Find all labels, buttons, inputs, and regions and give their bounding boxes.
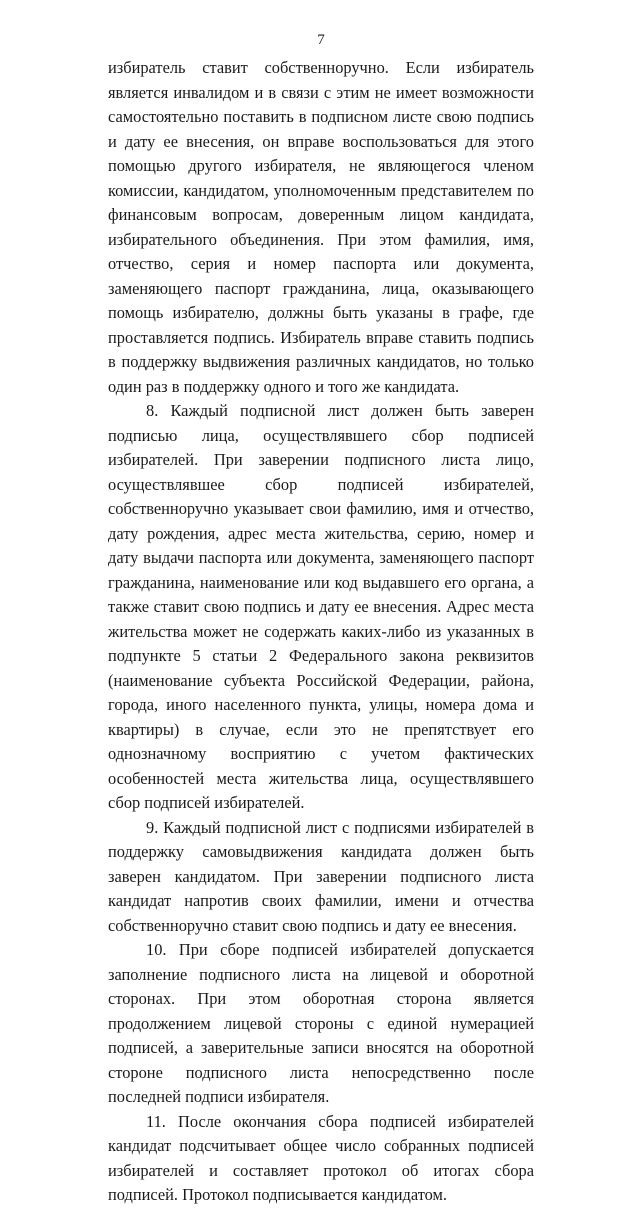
page-number: 7 [317,32,325,48]
paragraph-item-11: 11. После окончания сбора подписей избирателей кандидат подсчитывает общее число собранных подписей избирателей и составляет протокол об итогах сбора подписей. Протокол подписывается кандидатом. [108,1111,534,1204]
paragraph-continuation: избиратель ставит собственноручно. Если избиратель является инвалидом и в связи с этим не имеет возможности самостоятельно поставить в подписном листе свою подпись и дату ее внесения, он вправе воспользоваться для этого помощью другого избирателя, не являющегося членом комиссии, кандидатом, уполномоченным представителем по финансовым вопросам, доверенным лицом кандидата, избирательного объединения. При этом фамилия, имя, отчество, серия и номер паспорта или документа, заменяющего паспорт гражданина, лица, оказывающего помощь избирателю, должны быть указаны в графе, где проставляется подпись. Избиратель вправе ставить подпись в поддержку выдвижения различных кандидатов, но только один раз в поддержку одного и того же кандидата. [108,58,534,396]
paragraph-item-9: 9. Каждый подписной лист с подписями избирателей в поддержку самовыдвижения кандидата должен быть заверен кандидатом. При заверении подписного листа кандидат напротив своих фамилии, имени и отчества собственноручно ставит свою подпись и дату ее внесения. [108,817,534,935]
paragraph-item-10: 10. При сборе подписей избирателей допускается заполнение подписного листа на лицевой и оборотной сторонах. При этом оборотная сторона является продолжением лицевой стороны с единой нумерацией подписей, а заверительные записи вносятся на оборотной стороне подписного листа непосредственно после последней подписи избирателя. [108,940,534,1106]
document-page [108,30,534,1208]
paragraph-item-8: 8. Каждый подписной лист должен быть заверен подписью лица, осуществлявшего сбор подписей избирателей. При заверении подписного листа лицо, осуществлявшее сбор подписей избирателей, собственноручно указывает свои фамилию, имя и отчество, дату рождения, адрес места жительства, серию, номер и дату выдачи паспорта или документа, заменяющего паспорт гражданина, наименование или код выдавшего его органа, а также ставит свою подпись и дату ее внесения. Адрес места жительства может не содержать каких-либо из указанных в подпункте 5 статьи 2 Федерального закона реквизитов (наименование субъекта Российской Федерации, района, города, иного населенного пункта, улицы, номера дома и квартиры) в случае, если это не препятствует его однозначному восприятию с учетом фактических особенностей места жительства лица, осуществлявшего сбор подписей избирателей. [108,401,534,812]
